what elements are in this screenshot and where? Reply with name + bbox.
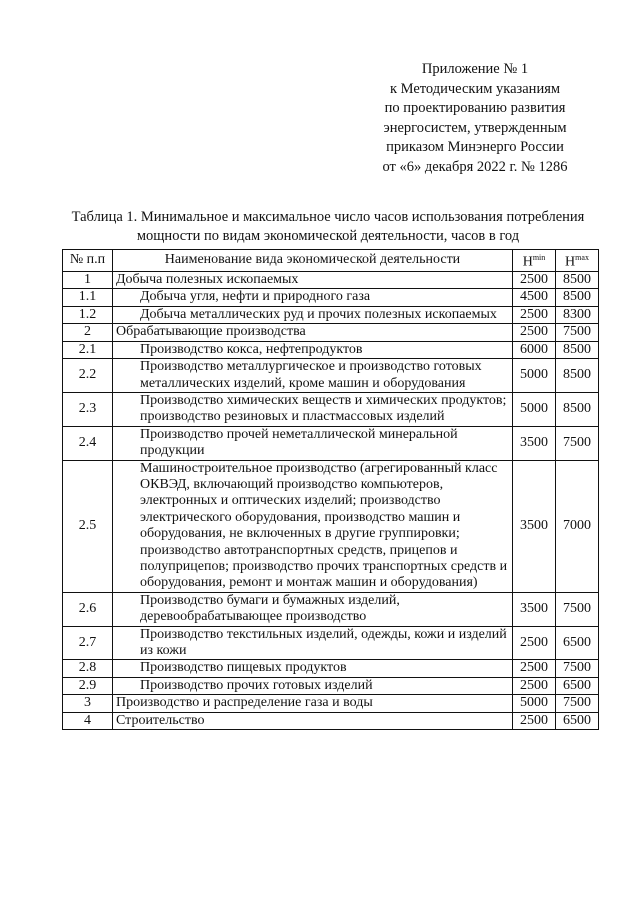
row-num: 2.2 bbox=[63, 359, 113, 393]
row-min: 2500 bbox=[513, 712, 556, 729]
appendix-line: энергосистем, утвержденным bbox=[383, 119, 567, 136]
table-row bbox=[63, 392, 599, 426]
row-name: Производство химических веществ и химических продуктов; производство резиновых и пластмассовых изделий bbox=[113, 392, 513, 426]
row-max: 7500 bbox=[556, 660, 599, 677]
row-name: Производство металлургическое и производство готовых металлических изделий, кроме машин и оборудования bbox=[113, 359, 513, 393]
caption-line: Таблица 1. Минимальное и максимальное число часов использования потребления bbox=[71, 209, 585, 225]
row-max: 6500 bbox=[556, 626, 599, 660]
row-name: Строительство bbox=[113, 712, 513, 729]
row-min: 3500 bbox=[513, 592, 556, 626]
table-caption bbox=[48, 208, 608, 246]
row-name: Добыча металлических руд и прочих полезных ископаемых bbox=[113, 306, 513, 323]
row-num: 1 bbox=[63, 272, 113, 289]
appendix-line: к Методическим указаниям bbox=[389, 80, 561, 97]
header-hmax-base: H bbox=[565, 254, 576, 270]
table-row bbox=[63, 626, 599, 660]
table-row bbox=[63, 460, 599, 592]
row-num: 2.3 bbox=[63, 392, 113, 426]
header-hmax bbox=[556, 250, 599, 272]
row-min: 2500 bbox=[513, 626, 556, 660]
row-min: 2500 bbox=[513, 677, 556, 694]
row-min: 2500 bbox=[513, 272, 556, 289]
row-min: 5000 bbox=[513, 392, 556, 426]
row-min: 2500 bbox=[513, 324, 556, 341]
row-num: 4 bbox=[63, 712, 113, 729]
table-row bbox=[63, 695, 599, 712]
table-header-row bbox=[63, 250, 599, 272]
header-num: № п.п bbox=[63, 250, 113, 272]
row-max: 8300 bbox=[556, 306, 599, 323]
table-row bbox=[63, 660, 599, 677]
row-num: 2.4 bbox=[63, 426, 113, 460]
table-row bbox=[63, 289, 599, 306]
header-hmax-sup: max bbox=[575, 253, 589, 262]
row-min: 2500 bbox=[513, 660, 556, 677]
row-num: 2.8 bbox=[63, 660, 113, 677]
row-name: Производство бумаги и бумажных изделий, деревообрабатывающее производство bbox=[113, 592, 513, 626]
row-name: Добыча угля, нефти и природного газа bbox=[113, 289, 513, 306]
row-min: 5000 bbox=[513, 695, 556, 712]
row-num: 1.1 bbox=[63, 289, 113, 306]
row-max: 8500 bbox=[556, 359, 599, 393]
appendix-line: приказом Минэнерго России bbox=[386, 139, 564, 156]
appendix-title: Приложение № 1 bbox=[421, 61, 529, 77]
header-name: Наименование вида экономической деятельности bbox=[113, 250, 513, 272]
row-name: Производство текстильных изделий, одежды, кожи и изделий из кожи bbox=[113, 626, 513, 660]
row-min: 3500 bbox=[513, 426, 556, 460]
header-hmin-base: H bbox=[522, 254, 533, 270]
table-row bbox=[63, 712, 599, 729]
row-name: Обрабатывающие производства bbox=[113, 324, 513, 341]
row-name: Производство пищевых продуктов bbox=[113, 660, 513, 677]
row-name: Машиностроительное производство (агрегированный класс ОКВЭД, включающий производство компьютеров, электронных и оптических изделий; производство электрического оборудования, производство машин и оборудования, не включенных в другие группировки; производство автотранспортных средств, прицепов и полуприцепов; производство прочих транспортных средств и оборудования, ремонт и монтаж машин и оборудования) bbox=[113, 460, 513, 592]
table-row bbox=[63, 677, 599, 694]
row-max: 7500 bbox=[556, 324, 599, 341]
row-num: 2.7 bbox=[63, 626, 113, 660]
row-min: 4500 bbox=[513, 289, 556, 306]
header-hmin bbox=[513, 250, 556, 272]
row-max: 8500 bbox=[556, 272, 599, 289]
table-row bbox=[63, 592, 599, 626]
row-num: 2 bbox=[63, 324, 113, 341]
table-row bbox=[63, 426, 599, 460]
table-row bbox=[63, 324, 599, 341]
row-min: 5000 bbox=[513, 359, 556, 393]
appendix-line: по проектированию развития bbox=[384, 100, 566, 117]
row-name: Производство и распределение газа и воды bbox=[113, 695, 513, 712]
row-name: Производство прочих готовых изделий bbox=[113, 677, 513, 694]
table-row bbox=[63, 272, 599, 289]
row-max: 6500 bbox=[556, 712, 599, 729]
row-max: 7500 bbox=[556, 592, 599, 626]
table-row bbox=[63, 341, 599, 358]
caption-line: мощности по видам экономической деятельности, часов в год bbox=[136, 228, 520, 244]
row-min: 6000 bbox=[513, 341, 556, 358]
row-num: 2.6 bbox=[63, 592, 113, 626]
row-num: 1.2 bbox=[63, 306, 113, 323]
row-max: 7500 bbox=[556, 695, 599, 712]
row-max: 7000 bbox=[556, 460, 599, 592]
table-row bbox=[63, 306, 599, 323]
row-max: 7500 bbox=[556, 426, 599, 460]
row-name: Производство прочей неметаллической минеральной продукции bbox=[113, 426, 513, 460]
row-name: Добыча полезных ископаемых bbox=[113, 272, 513, 289]
row-name: Производство кокса, нефтепродуктов bbox=[113, 341, 513, 358]
row-min: 3500 bbox=[513, 460, 556, 592]
row-max: 8500 bbox=[556, 289, 599, 306]
row-max: 6500 bbox=[556, 677, 599, 694]
usage-hours-table bbox=[62, 249, 599, 730]
row-num: 2.5 bbox=[63, 460, 113, 592]
header-hmin-sup: min bbox=[532, 253, 546, 262]
appendix-line: от «6» декабря 2022 г. № 1286 bbox=[382, 158, 568, 175]
table-row bbox=[63, 359, 599, 393]
row-max: 8500 bbox=[556, 392, 599, 426]
row-max: 8500 bbox=[556, 341, 599, 358]
row-min: 2500 bbox=[513, 306, 556, 323]
appendix-block bbox=[370, 60, 580, 178]
row-num: 3 bbox=[63, 695, 113, 712]
row-num: 2.1 bbox=[63, 341, 113, 358]
row-num: 2.9 bbox=[63, 677, 113, 694]
